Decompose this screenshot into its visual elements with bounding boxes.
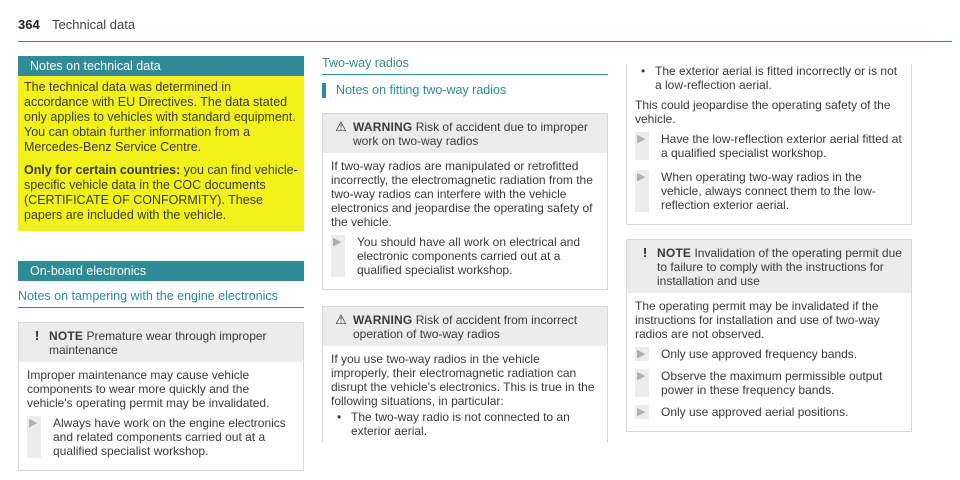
action-step — [331, 235, 601, 277]
action-step-text: Have the low-reflection exterior aerial fitted at a qualified specialist workshop. — [661, 132, 902, 160]
warning-heading: Risk of accident from incorrect operation of two-way radios — [353, 313, 578, 341]
action-step-text: You should have all work on electrical and electronic components carried out at a qualified specialist workshop. — [357, 235, 581, 277]
two-way-radios-heading: Two-way radios — [322, 56, 608, 75]
column-right — [626, 62, 912, 432]
exclamation-icon: ! — [34, 328, 40, 343]
warning-triangle-icon: ⚠ — [335, 119, 347, 134]
warning-body-text: If you use two-way radios in the vehicle improperly, their electromagnetic radiation can disrupt the vehicle's electronics. This is true in the following situations, in particular: — [331, 352, 595, 408]
page-number: 364 — [18, 17, 40, 32]
page-section-title: Technical data — [52, 17, 136, 32]
note-heading: Premature wear through improper maintenance — [49, 329, 267, 357]
arrow-right-icon: ▶ — [333, 236, 342, 248]
action-step — [635, 170, 905, 212]
arrow-right-icon: ▶ — [637, 133, 646, 145]
action-step-text: Only use approved frequency bands. — [661, 347, 858, 361]
warning-box-incorrect-operation — [322, 306, 608, 442]
note-body — [19, 362, 303, 470]
permit-note-box — [626, 239, 912, 432]
warning-body — [323, 346, 607, 442]
column-middle — [322, 56, 608, 442]
arrow-right-icon: ▶ — [29, 417, 38, 429]
list-item — [641, 64, 905, 92]
action-step-text: Only use approved aerial positions. — [661, 405, 849, 419]
warning-body-text: If two-way radios are manipulated or retrofitted incorrectly, the electromagnetic radiation from the two-way radios can interfere with the vehicle electronics and jeopardise the operating safety of the vehicle. — [331, 159, 593, 229]
fitting-radios-subheading: Notes on fitting two-way radios — [322, 83, 608, 101]
action-step — [27, 416, 297, 458]
warning-keyword: WARNING — [353, 313, 413, 327]
technical-data-paragraph: The technical data was determined in accordance with EU Directives. The data stated only applies to vehicles with standard equipment. You can obtain further information from a Mercedes-Benz Service Centre. — [24, 80, 296, 154]
certain-countries-label: Only for certain countries: — [24, 163, 181, 177]
column-left — [18, 56, 304, 471]
exclamation-icon: ! — [642, 245, 648, 260]
note-body — [627, 293, 911, 431]
safety-paragraph: This could jeopardise the operating safety of the vehicle. — [635, 98, 891, 126]
action-step-text: Observe the maximum permissible output power in these frequency bands. — [661, 369, 883, 397]
warning-heading: Risk of accident due to improper work on two-way radios — [353, 120, 588, 148]
bullet-icon: • — [641, 64, 646, 78]
warning-header — [323, 114, 607, 153]
note-keyword: NOTE — [49, 329, 84, 343]
certain-countries-text: you can find vehicle-specific vehicle data in the COC documents (CERTIFICATE OF CONFORMITY). These papers are included with the vehicle. — [24, 163, 298, 222]
warning-continuation — [626, 64, 912, 225]
list-item-text: The exterior aerial is fitted incorrectly or is not a low-reflection aerial. — [655, 64, 898, 92]
maintenance-note-box — [18, 322, 304, 471]
warning-triangle-icon: ⚠ — [335, 312, 347, 327]
tampering-subheading: Notes on tampering with the engine electronics — [18, 289, 304, 308]
technical-data-highlight-box — [18, 76, 304, 231]
note-body-text: The operating permit may be invalidated if the instructions for installation and use of two-way radios are not observed. — [635, 299, 880, 341]
arrow-right-icon: ▶ — [637, 370, 646, 382]
page-header — [18, 12, 952, 42]
warning-body — [323, 153, 607, 289]
list-item-text: The two-way radio is not connected to an exterior aerial. — [351, 410, 570, 438]
action-step-text: When operating two-way radios in the vehicle, always connect them to the low-reflection exterior aerial. — [661, 170, 876, 212]
action-step — [635, 405, 905, 419]
warning-header — [323, 307, 607, 346]
note-header — [627, 240, 911, 293]
action-step — [635, 347, 905, 361]
list-item — [337, 410, 601, 438]
arrow-right-icon: ▶ — [637, 171, 646, 183]
action-step — [635, 132, 905, 160]
notes-technical-data-heading: Notes on technical data — [18, 56, 304, 76]
note-keyword: NOTE — [657, 246, 692, 260]
onboard-electronics-heading: On-board electronics — [18, 261, 304, 281]
certain-countries-paragraph — [24, 163, 298, 223]
note-heading: Invalidation of the operating permit due to failure to comply with the instructions for installation and use — [657, 246, 902, 288]
note-header — [19, 323, 303, 362]
warning-box-improper-work — [322, 113, 608, 290]
warning-keyword: WARNING — [353, 120, 413, 134]
action-step — [635, 369, 905, 397]
arrow-right-icon: ▶ — [637, 406, 646, 418]
action-step-text: Always have work on the engine electronics and related components carried out at a qualified specialist workshop. — [53, 416, 286, 458]
arrow-right-icon: ▶ — [637, 348, 646, 360]
bullet-icon: • — [337, 410, 342, 424]
note-body-text: Improper maintenance may cause vehicle components to wear more quickly and the vehicle's operating permit may be invalidated. — [27, 368, 270, 410]
